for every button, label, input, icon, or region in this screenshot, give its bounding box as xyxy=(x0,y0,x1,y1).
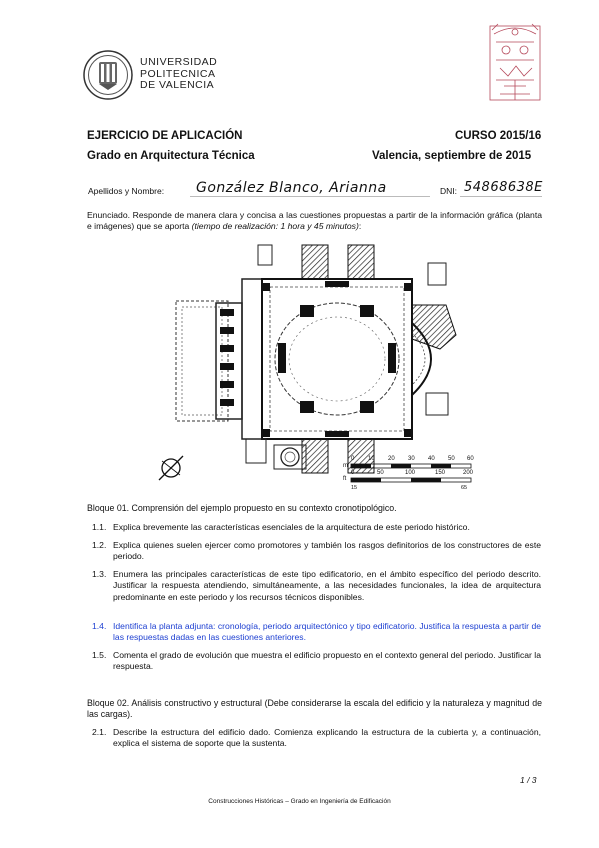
floor-plan-image xyxy=(150,243,470,486)
statement-tail: : xyxy=(358,221,362,232)
question-1-4 xyxy=(92,621,541,644)
exercise-title: EJERCICIO DE APLICACIÓN xyxy=(87,130,243,142)
scale-ft-tick: 50 xyxy=(377,470,384,476)
university-line-3: DE VALENCIA xyxy=(140,79,215,91)
question-text: Explica quienes suelen ejercer como promotores y también los rasgos definitorios de los constructores de este periodo. xyxy=(113,540,541,562)
statement-paragraph xyxy=(87,210,542,232)
name-value: González Blanco, Arianna xyxy=(196,180,387,196)
statement-text: Enunciado. Responde de manera clara y concisa a las cuestiones propuestas a partir de la información gráfica (planta e imágenes) que se aporta xyxy=(87,210,542,232)
question-text: Identifica la planta adjunta: cronología, periodo arquitectónico y tipo edificatorio. Justifica la respuesta a partir de las respuestas dadas en las cuestiones anteriores. xyxy=(113,621,541,643)
scale-m-label: m xyxy=(343,463,348,469)
question-number: 2.1. xyxy=(92,727,107,737)
place-date-label: Valencia, septiembre de 2015 xyxy=(372,150,532,162)
scale-m-tick: 50 xyxy=(448,456,455,462)
question-1-2 xyxy=(92,540,541,563)
scale-m-tick: 0 xyxy=(351,456,355,462)
scale-bottom-tick: 65 xyxy=(461,485,468,491)
scale-m-tick: 30 xyxy=(408,456,415,462)
block1-title: Bloque 01. Comprensión del ejemplo propuesto en su contexto cronotipológico. xyxy=(87,503,397,513)
page-number: 1 / 3 xyxy=(520,775,537,785)
question-1-3 xyxy=(92,569,541,603)
decorative-engraving xyxy=(486,20,544,104)
dni-value: 54868638E xyxy=(464,180,543,195)
scale-ft-tick: 100 xyxy=(405,470,416,476)
question-number: 1.1. xyxy=(92,522,107,532)
scale-m-tick: 40 xyxy=(428,456,435,462)
question-text: Comenta el grado de evolución que muestra el edificio propuesto en el contexto general del periodo. Justificar la respuesta. xyxy=(113,650,541,672)
dni-label: DNI: xyxy=(440,186,457,196)
scale-ft-tick: 0 xyxy=(351,470,355,476)
scale-ft-tick: 200 xyxy=(463,470,474,476)
dni-field-line xyxy=(460,196,542,197)
university-line-1: UNIVERSIDAD xyxy=(140,56,218,68)
university-name xyxy=(140,57,217,92)
upv-logo xyxy=(83,50,133,100)
scale-ft-label: ft xyxy=(343,476,347,482)
question-number: 1.4. xyxy=(92,621,107,631)
time-note: (tiempo de realización: 1 hora y 45 minutos) xyxy=(191,221,359,232)
scale-ft-tick: 150 xyxy=(435,470,446,476)
question-text: Describe la estructura del edificio dado. Comienza explicando la estructura de la cubierta y, a continuación, explica el sistema de soporte que la sustenta. xyxy=(113,727,541,749)
degree-label: Grado en Arquitectura Técnica xyxy=(87,150,255,162)
name-label: Apellidos y Nombre: xyxy=(88,186,165,196)
question-text: Explica brevemente las características esenciales de la arquitectura de este periodo histórico. xyxy=(113,522,470,532)
university-line-2: POLITECNICA xyxy=(140,67,216,80)
question-2-1 xyxy=(92,727,541,750)
scale-m-tick: 20 xyxy=(388,456,395,462)
course-label: CURSO 2015/16 xyxy=(455,130,542,142)
question-number: 1.5. xyxy=(92,650,107,660)
question-number: 1.2. xyxy=(92,540,107,550)
scale-m-tick: 10 xyxy=(368,456,375,462)
question-1-1 xyxy=(92,522,541,533)
scale-bar xyxy=(343,456,475,498)
north-arrow-icon xyxy=(156,453,186,483)
name-field-line xyxy=(190,196,430,197)
question-text: Enumera las principales características de este tipo edificatorio, en el ámbito específico del periodo descrito. Justificar la respuesta atendiendo, simultáneamente, a las necesidades funcionales, la idea de arquitectura predominante en este periodo y los recursos técnicos disponibles. xyxy=(113,569,541,602)
footer-text: Construcciones Históricas – Grado en Ingeniería de Edificación xyxy=(208,798,391,805)
question-1-5 xyxy=(92,650,541,673)
scale-m-tick: 60 xyxy=(467,456,474,462)
scale-bottom-tick: 15 xyxy=(351,485,358,491)
question-number: 1.3. xyxy=(92,569,107,579)
block2-title: Bloque 02. Análisis constructivo y estructural (Debe considerarse la escala del edificio y la naturaleza y magnitud de las cargas). xyxy=(87,698,542,720)
